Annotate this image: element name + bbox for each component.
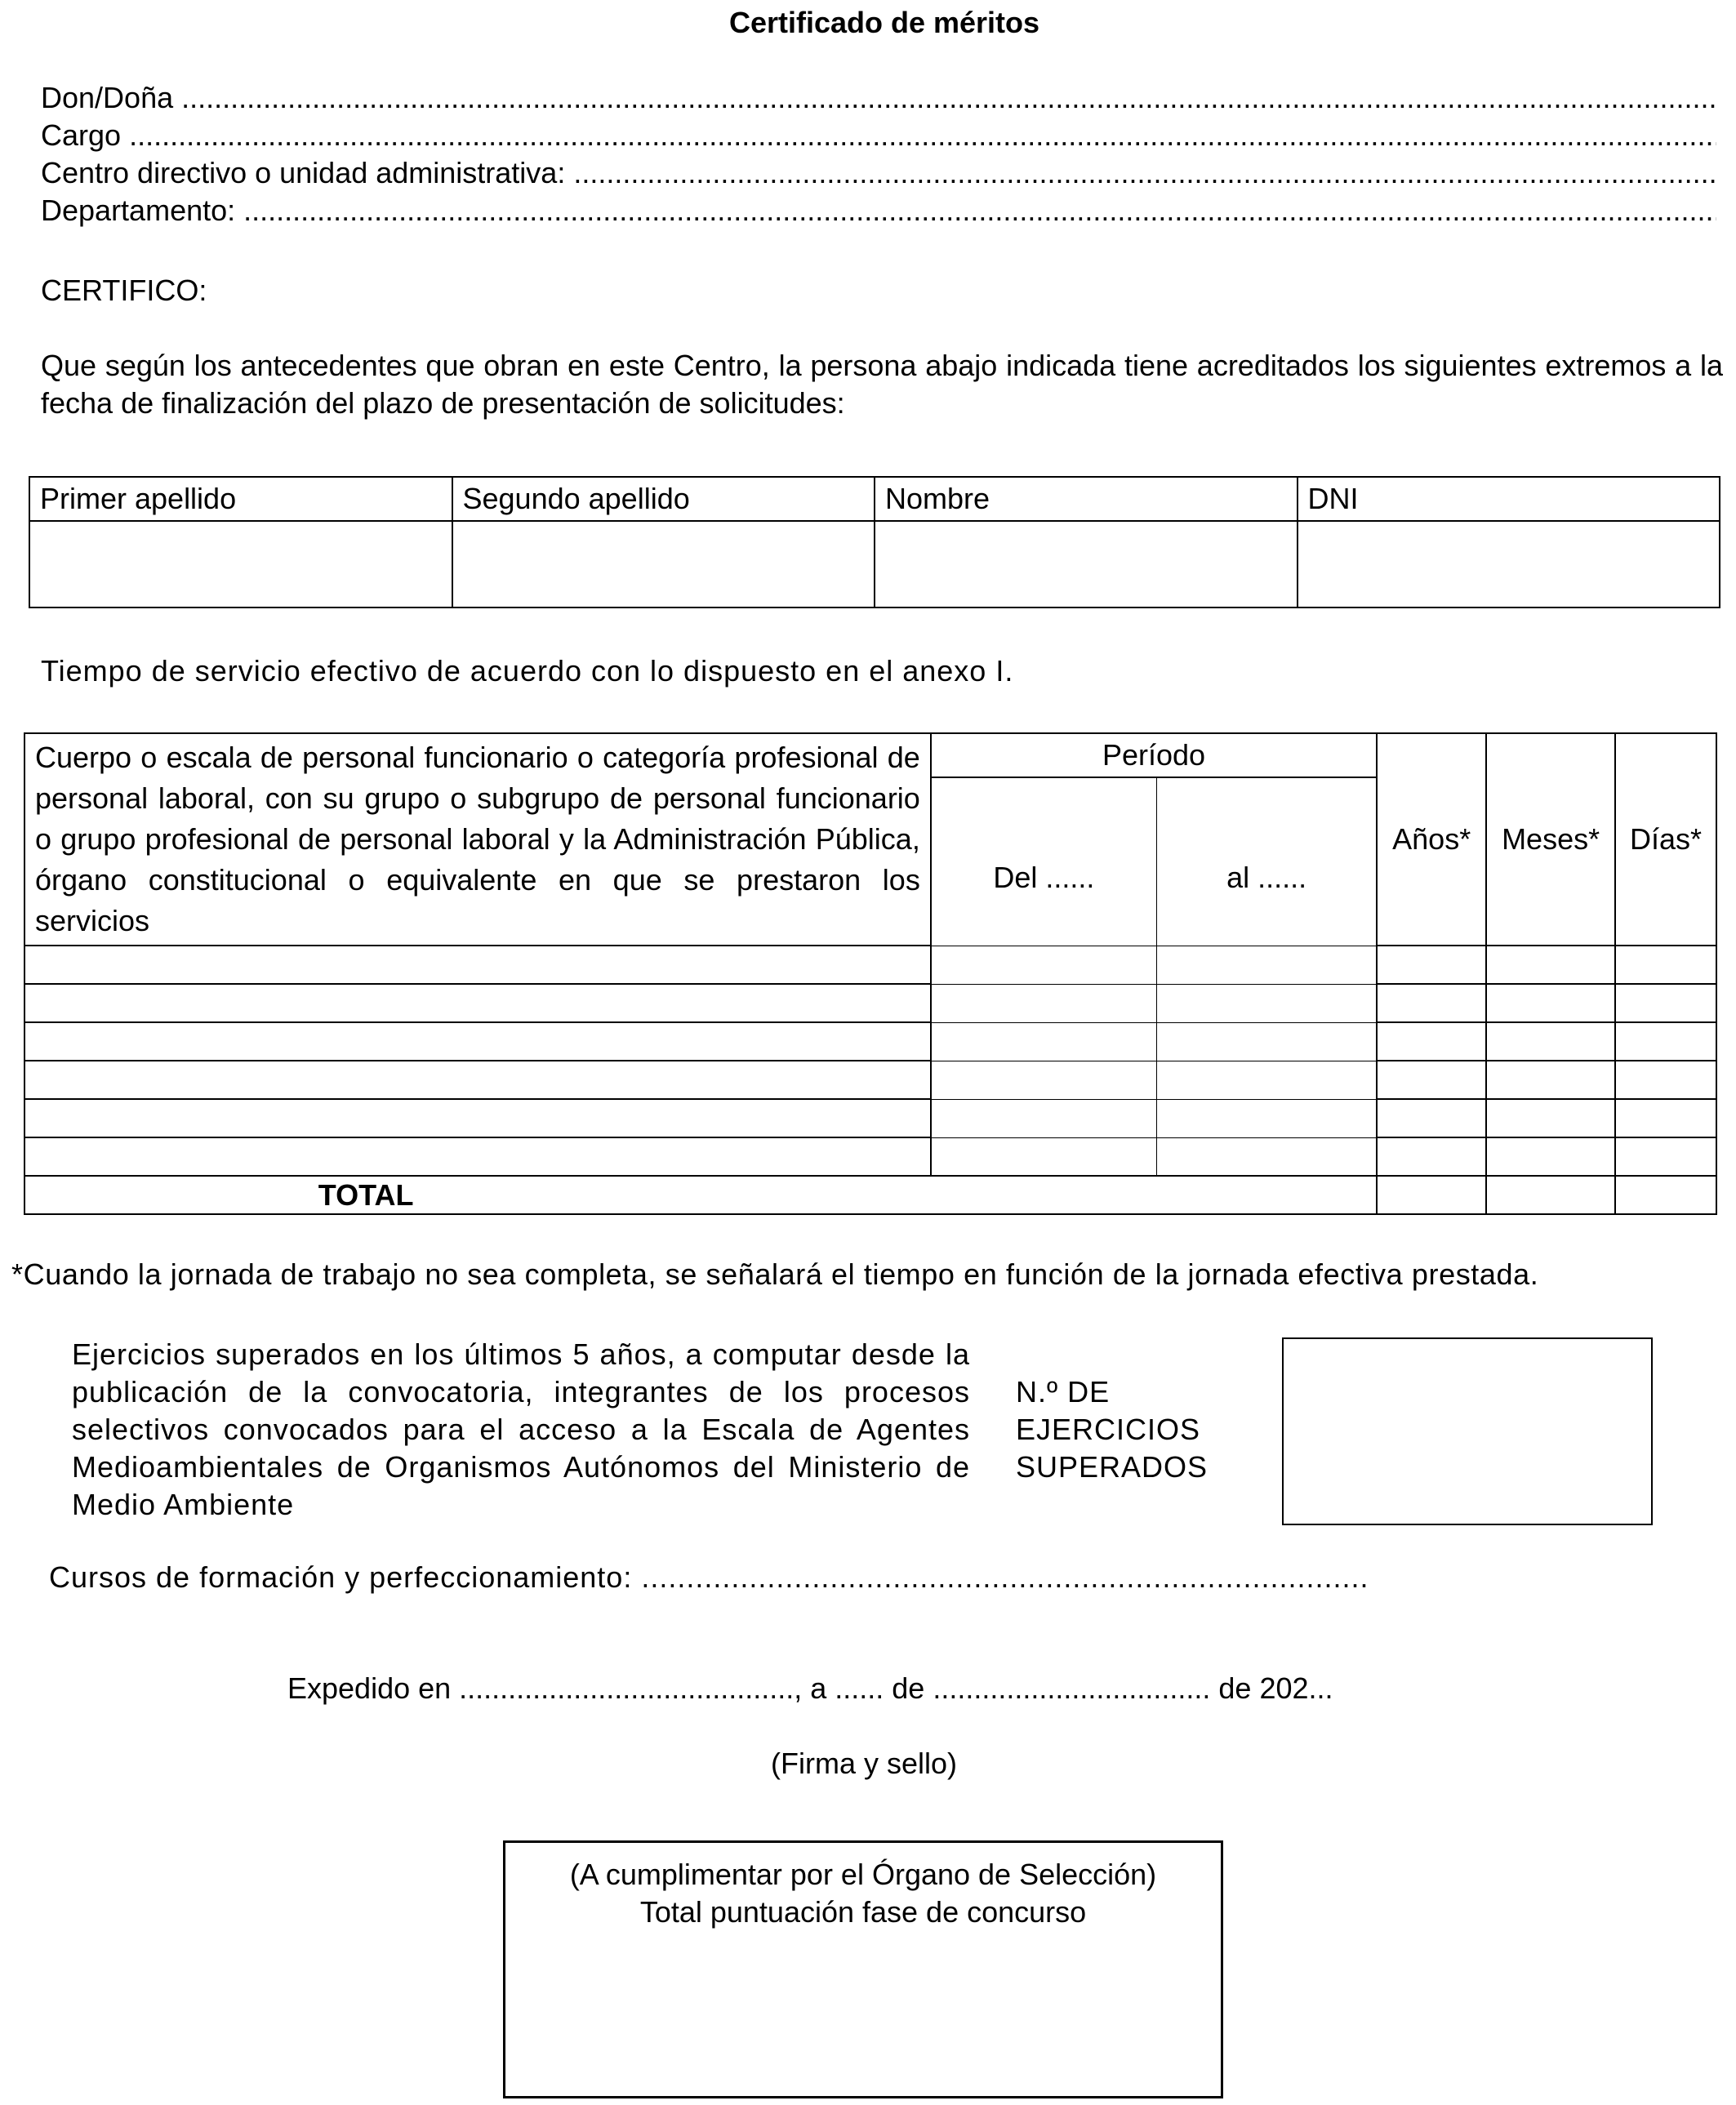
del-cell[interactable] [931, 1137, 1157, 1176]
service-row [24, 1137, 1716, 1176]
del-cell[interactable] [931, 1099, 1157, 1137]
months-cell[interactable] [1486, 1022, 1615, 1061]
years-cell[interactable] [1377, 984, 1486, 1022]
departamento-blank[interactable] [243, 192, 1716, 229]
don-dona-label: Don/Doña [41, 81, 174, 114]
service-description-header: Cuerpo o escala de personal funcionario o categoría profesional de personal laboral, con su grupo o subgrupo de personal funcionario o grupo profesional de personal laboral y la Administración Pública, órgano constitucional o equivalente en que se prestaron los servicios [24, 733, 931, 946]
service-cell[interactable] [24, 1022, 931, 1061]
cursos-line: Cursos de formación y perfeccionamiento: ................................................................................. [49, 1560, 1369, 1594]
al-cell[interactable] [1157, 1137, 1378, 1176]
header-segundo-apellido: Segundo apellido [452, 477, 875, 521]
periodo-header: Período [931, 733, 1377, 777]
identity-table [29, 476, 1720, 608]
years-cell[interactable] [1377, 1061, 1486, 1099]
total-row [24, 1176, 1716, 1214]
ejercicios-label-line-1: N.º DE [1016, 1375, 1111, 1409]
al-cell[interactable] [1157, 946, 1378, 984]
service-row [24, 946, 1716, 984]
months-cell[interactable] [1486, 946, 1615, 984]
page-title: Certificado de méritos [728, 6, 1040, 39]
months-header: Meses* [1486, 733, 1615, 946]
departamento-field[interactable] [41, 192, 1716, 229]
years-cell[interactable] [1377, 1022, 1486, 1061]
service-heading: Tiempo de servicio efectivo de acuerdo con lo dispuesto en el anexo I. [41, 654, 1014, 688]
service-cell[interactable] [24, 946, 931, 984]
months-cell[interactable] [1486, 1137, 1615, 1176]
days-cell[interactable] [1615, 946, 1716, 984]
al-cell[interactable] [1157, 1099, 1378, 1137]
departamento-label: Departamento: [41, 194, 236, 227]
service-row [24, 1022, 1716, 1061]
dni-cell[interactable] [1298, 521, 1720, 607]
days-header: Días* [1615, 733, 1716, 946]
service-row [24, 1061, 1716, 1099]
certifico-heading: CERTIFICO: [41, 274, 207, 307]
ejercicios-input-box[interactable] [1282, 1337, 1653, 1525]
days-cell[interactable] [1615, 1137, 1716, 1176]
don-dona-blank[interactable] [181, 79, 1716, 117]
centro-field[interactable] [41, 154, 1716, 192]
months-cell[interactable] [1486, 984, 1615, 1022]
al-cell[interactable] [1157, 1061, 1378, 1099]
ejercicios-label-line-2: EJERCICIOS [1016, 1413, 1201, 1446]
centro-label: Centro directivo o unidad administrativa: [41, 156, 566, 189]
don-dona-field[interactable] [41, 79, 1716, 117]
days-cell[interactable] [1615, 1099, 1716, 1137]
al-header: al ...... [1157, 777, 1378, 946]
organo-seleccion-box[interactable] [503, 1840, 1223, 2098]
firma-label: (Firma y sello) [771, 1747, 958, 1780]
centro-blank[interactable] [573, 154, 1716, 192]
service-cell[interactable] [24, 1099, 931, 1137]
ejercicios-text: Ejercicios superados en los últimos 5 años, a computar desde la publicación de la convocatoria, integrantes de los procesos selectivos convocados para el acceso a la Escala de Agentes Medioambientales de Organismos Autónomos del Ministerio de Medio Ambiente [72, 1337, 970, 1521]
del-cell[interactable] [931, 984, 1157, 1022]
header-nombre: Nombre [875, 477, 1298, 521]
organo-box-line-2: Total puntuación fase de concurso [639, 1895, 1087, 1929]
del-header: Del ...... [931, 777, 1157, 946]
ejercicios-label-line-3: SUPERADOS [1016, 1450, 1209, 1484]
months-cell[interactable] [1486, 1061, 1615, 1099]
service-row [24, 984, 1716, 1022]
service-cell[interactable] [24, 1061, 931, 1099]
years-cell[interactable] [1377, 946, 1486, 984]
years-cell[interactable] [1377, 1137, 1486, 1176]
del-cell[interactable] [931, 1061, 1157, 1099]
cargo-label: Cargo [41, 118, 122, 152]
del-cell[interactable] [931, 946, 1157, 984]
months-cell[interactable] [1486, 1099, 1615, 1137]
service-cell[interactable] [24, 984, 931, 1022]
days-cell[interactable] [1615, 1022, 1716, 1061]
service-cell[interactable] [24, 1137, 931, 1176]
al-cell[interactable] [1157, 984, 1378, 1022]
header-primer-apellido: Primer apellido [29, 477, 452, 521]
total-years-cell[interactable] [1377, 1176, 1486, 1214]
footnote: *Cuando la jornada de trabajo no sea completa, se señalará el tiempo en función de la jornada efectiva prestada. [11, 1257, 1539, 1291]
days-cell[interactable] [1615, 984, 1716, 1022]
years-cell[interactable] [1377, 1099, 1486, 1137]
days-cell[interactable] [1615, 1061, 1716, 1099]
cargo-blank[interactable] [129, 117, 1716, 154]
years-header: Años* [1377, 733, 1486, 946]
organo-box-line-1: (A cumplimentar por el Órgano de Selección) [569, 1858, 1157, 1891]
del-cell[interactable] [931, 1022, 1157, 1061]
segundo-apellido-cell[interactable] [452, 521, 875, 607]
service-row [24, 1099, 1716, 1137]
service-table [24, 732, 1717, 1215]
total-label: TOTAL [24, 1176, 1377, 1214]
cargo-field[interactable] [41, 117, 1716, 154]
al-cell[interactable] [1157, 1022, 1378, 1061]
header-dni: DNI [1298, 477, 1720, 521]
total-months-cell[interactable] [1486, 1176, 1615, 1214]
ejercicios-label [1016, 1373, 1208, 1486]
expedido-line: Expedido en ........................................., a ...... de .................................. de 202... [287, 1671, 1333, 1705]
total-days-cell[interactable] [1615, 1176, 1716, 1214]
intro-paragraph: Que según los antecedentes que obran en este Centro, la persona abajo indicada tiene acreditados los siguientes extremos a la fecha de finalización del plazo de presentación de solicitudes: [41, 349, 1723, 420]
primer-apellido-cell[interactable] [29, 521, 452, 607]
nombre-cell[interactable] [875, 521, 1298, 607]
